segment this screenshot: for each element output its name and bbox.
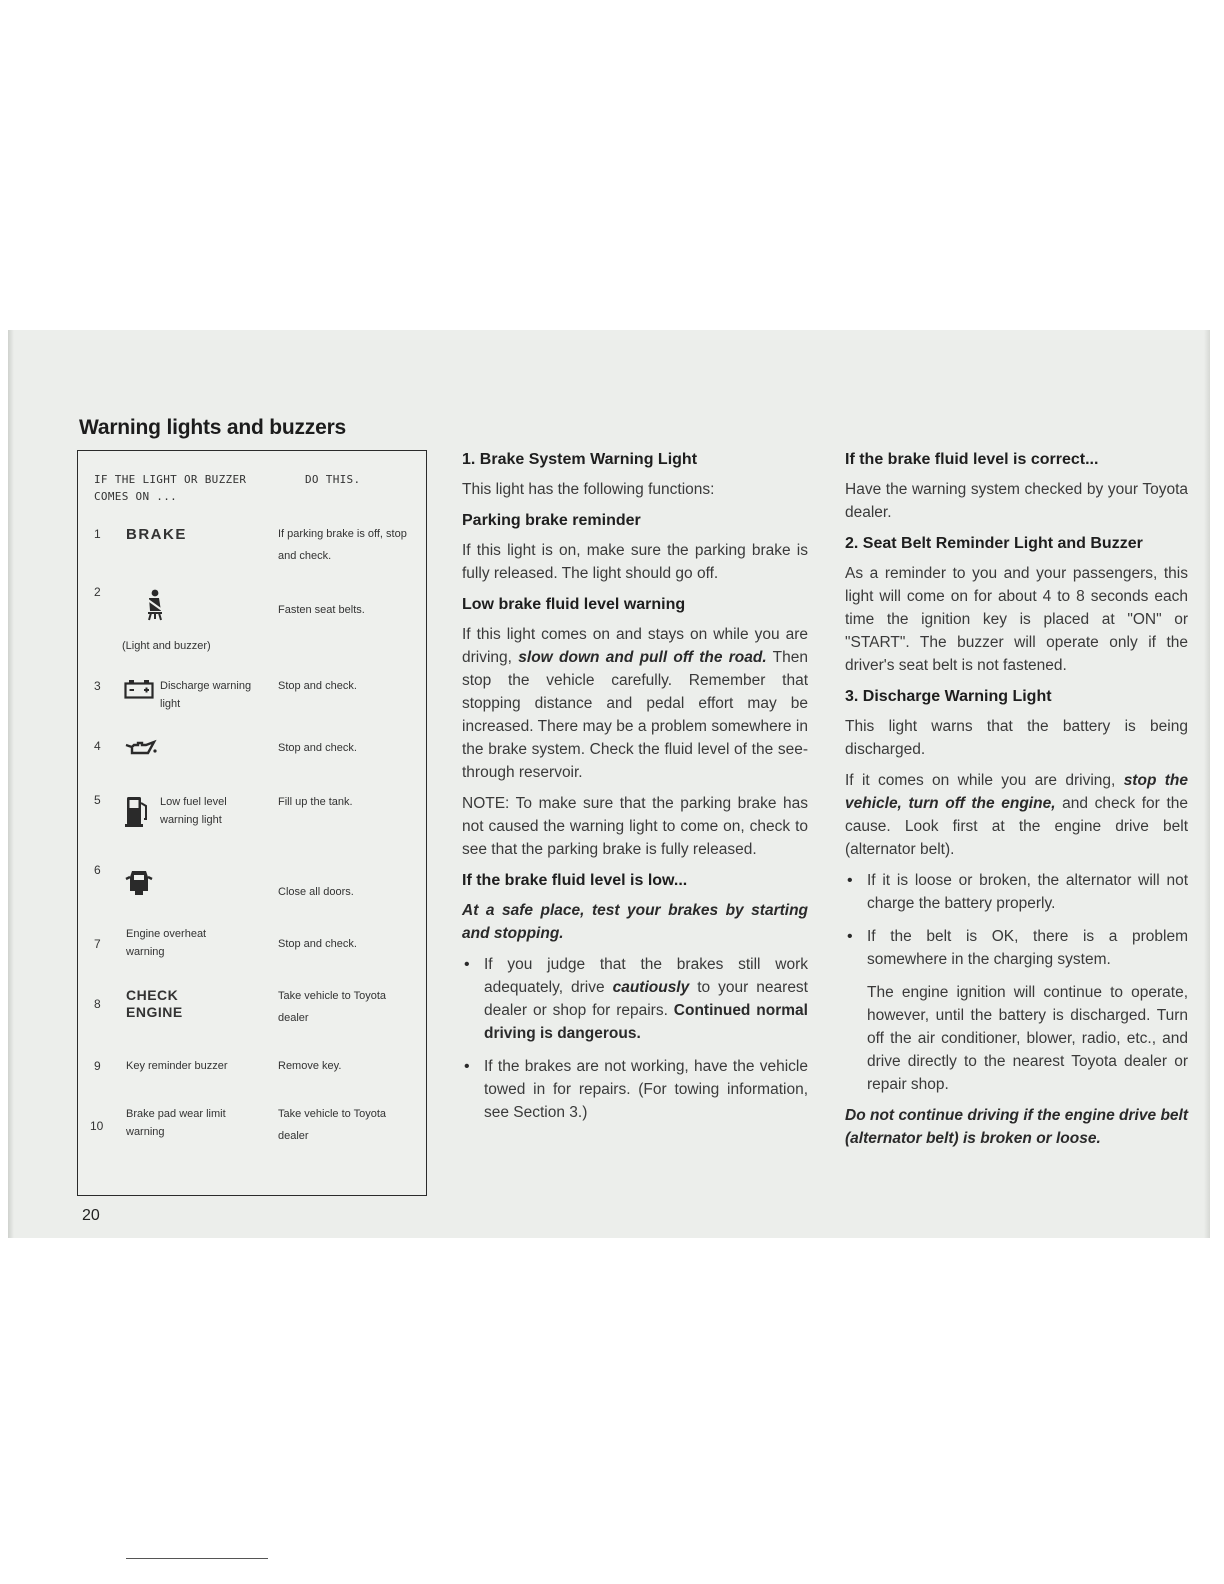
row-action: Close all doors.	[278, 886, 354, 898]
emphasis: slow down and pull off the road.	[518, 649, 767, 666]
paragraph: As a reminder to you and your passengers, this light will come on for about 4 to 8 seconds each time the ignition key is placed at "ON" or "START". The buzzer will operate only if the driver's seat belt is not fastened.	[845, 565, 1188, 674]
table-header-action: DO THIS.	[305, 473, 361, 486]
row-description: Brake pad wear limit warning	[126, 1108, 226, 1138]
list-item: • If the belt is OK, there is a problem somewhere in the charging system.	[845, 925, 1188, 971]
heading-seat-belt: 2. Seat Belt Reminder Light and Buzzer	[845, 535, 1143, 552]
oil-can-icon	[124, 739, 158, 757]
list-item: • If the brakes are not working, have the vehicle towed in for repairs. (For towing information, see Section 3.)	[462, 1055, 808, 1124]
seat-belt-icon	[144, 589, 166, 623]
table-header-condition: IF THE LIGHT OR BUZZER COMES ON ...	[94, 473, 247, 503]
row-action: Take vehicle to Toyota dealer	[278, 1108, 387, 1142]
row-number: 4	[94, 739, 101, 753]
row-action: Fasten seat belts.	[278, 604, 365, 616]
paragraph	[845, 769, 1188, 861]
bullet-list	[845, 869, 1188, 971]
emphasis: cautiously	[612, 979, 690, 996]
text-column-2	[845, 448, 1188, 1158]
row-number: 1	[94, 527, 101, 541]
note-paragraph: NOTE: To make sure that the parking brake has not caused the warning light to come on, check to see that the parking brake is fully released.	[462, 795, 808, 858]
list-item: • If it is loose or broken, the alternator will not charge the battery properly.	[845, 869, 1188, 915]
footnote-rule	[126, 1558, 268, 1559]
heading-fluid-low: If the brake fluid level is low...	[462, 872, 688, 889]
heading-discharge: 3. Discharge Warning Light	[845, 688, 1052, 705]
bullet-list	[462, 953, 808, 1124]
text: Then stop the vehicle carefully. Remember that stopping distance and pedal effort may be increased. There may be a problem somewhere in the brake system. Check the fluid level of the see-through reservoir.	[462, 649, 809, 781]
text: If it comes on while you are driving,	[845, 772, 1124, 789]
text: If this light comes on and stays on while you are driving,	[462, 626, 808, 666]
row-number: 7	[94, 937, 101, 951]
row-number: 8	[94, 997, 101, 1011]
row-action: Stop and check.	[278, 680, 357, 692]
row-number: 3	[94, 679, 101, 693]
row-action: Stop and check.	[278, 938, 357, 950]
warning-paragraph: Do not continue driving if the engine drive belt (alternator belt) is broken or loose.	[845, 1107, 1188, 1147]
fuel-pump-icon	[124, 793, 150, 829]
text-column-1	[462, 448, 808, 1134]
row-number: 10	[90, 1119, 104, 1133]
paragraph: This light has the following functions:	[462, 481, 715, 498]
lead-instruction: At a safe place, test your brakes by starting and stopping.	[462, 902, 808, 942]
row-description: CHECK ENGINE	[126, 987, 183, 1020]
row-action: Fill up the tank.	[278, 796, 353, 808]
section-title: Warning lights and buzzers	[79, 416, 347, 439]
door-open-icon	[124, 867, 154, 897]
row-description: Discharge warning light	[160, 680, 252, 710]
row-number: 5	[94, 793, 101, 807]
paragraph: The engine ignition will continue to operate, however, until the battery is discharged. Turn off the air conditioner, blower, radio, etc., and drive directly to the nearest Toyota dealer or repair shop.	[867, 984, 1188, 1093]
row-action: Remove key.	[278, 1060, 342, 1072]
text: If you judge that the brakes still work adequately, drive	[484, 956, 808, 996]
heading-brake-system: 1. Brake System Warning Light	[462, 451, 698, 468]
row-action: If parking brake is off, stop and check.	[278, 528, 407, 562]
row-action: Take vehicle to Toyota dealer	[278, 990, 387, 1024]
heading-fluid-correct: If the brake fluid level is correct...	[845, 451, 1099, 468]
row-description: Low fuel level warning light	[160, 796, 227, 826]
emphasis: stop the vehicle, turn off the engine,	[845, 772, 1188, 812]
row-description: Engine overheat warning	[126, 928, 207, 958]
row-number: 2	[94, 585, 101, 599]
row-description: (Light and buzzer)	[122, 640, 211, 652]
text: and check for the cause. Look first at the engine drive belt (alternator belt).	[845, 795, 1188, 858]
heading-low-brake-fluid: Low brake fluid level warning	[462, 596, 686, 613]
page-edge-left	[8, 330, 14, 1238]
heading-parking-brake: Parking brake reminder	[462, 512, 641, 529]
strong-text: Continued normal driving is dangerous.	[484, 1002, 808, 1042]
paragraph: If this light is on, make sure the parking brake is fully released. The light should go off.	[462, 542, 808, 582]
page-number: 20	[82, 1207, 100, 1224]
list-item	[462, 953, 808, 1045]
row-action: Stop and check.	[278, 742, 357, 754]
paragraph	[462, 623, 808, 784]
row-number: 6	[94, 863, 101, 877]
paragraph: Have the warning system checked by your Toyota dealer.	[845, 481, 1188, 521]
paragraph: This light warns that the battery is being discharged.	[845, 718, 1188, 758]
battery-icon	[124, 679, 154, 699]
row-number: 9	[94, 1059, 101, 1073]
warning-lights-table	[77, 450, 427, 1196]
page-edge-right	[1204, 330, 1210, 1238]
text: to your nearest dealer or shop for repairs.	[484, 979, 808, 1019]
row-description: Key reminder buzzer	[126, 1060, 228, 1072]
row-description: BRAKE	[126, 526, 187, 543]
